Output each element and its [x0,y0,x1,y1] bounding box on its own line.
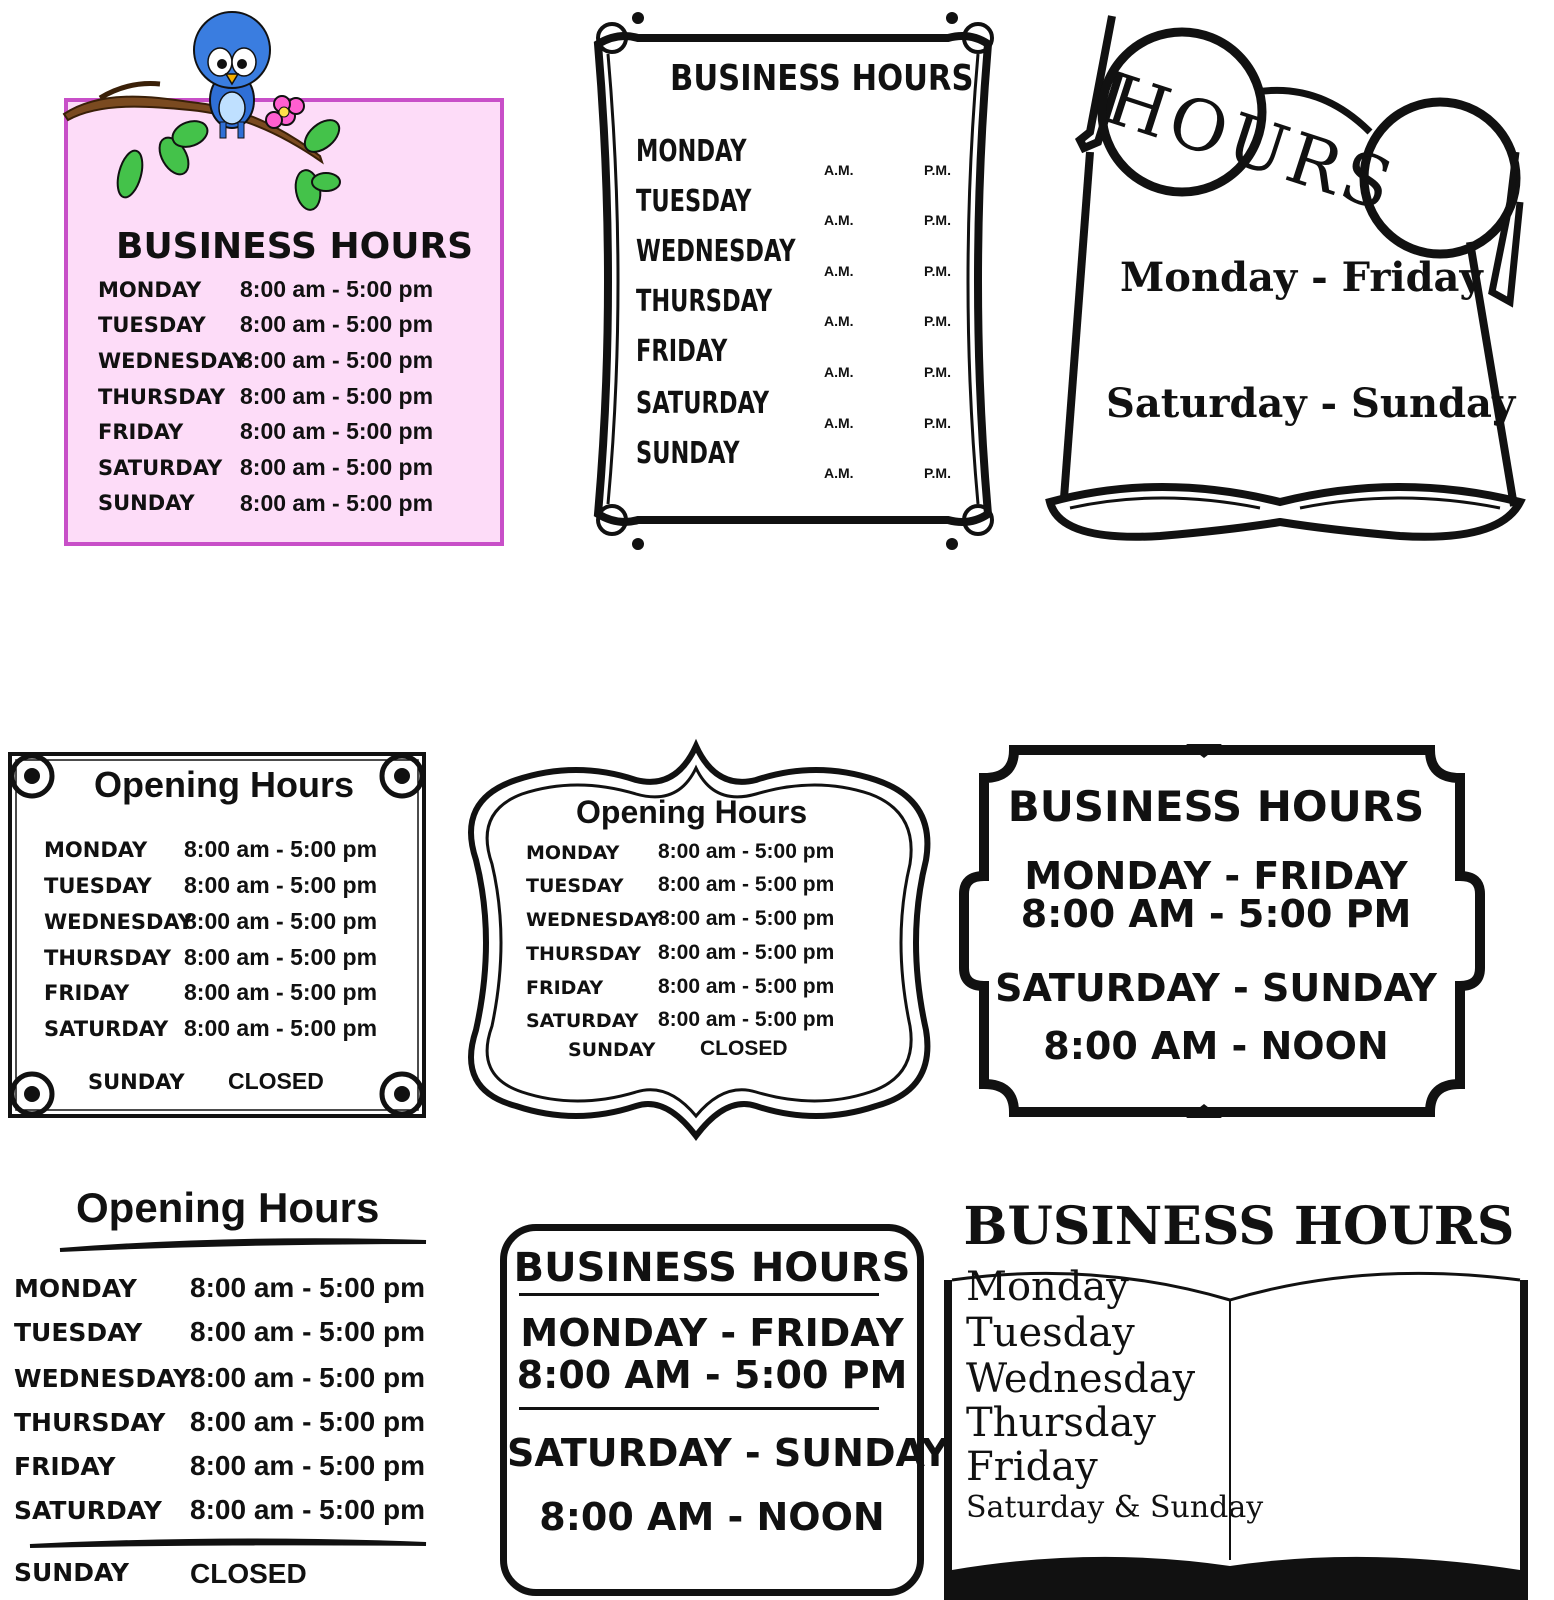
sign-title: Opening Hours [94,764,354,805]
am-label: A.M. [824,364,854,380]
pm-label: P.M. [924,313,951,329]
time-label: 8:00 am - 5:00 pm [658,941,835,964]
day-label: WEDNESDAY [98,349,247,373]
swoosh-divider [30,1534,430,1554]
day-label: THURSDAY [526,943,642,965]
time-label: 8:00 am - 5:00 pm [658,873,835,896]
time-label: 8:00 am - 5:00 pm [240,418,434,444]
weekday-label: Monday - Friday [1120,254,1483,301]
day-label: MONDAY [636,134,747,169]
day-label: MONDAY [44,838,148,862]
day-label: Wednesday [966,1356,1196,1402]
time-label: 8:00 am - 5:00 pm [190,1362,425,1393]
day-label: TUESDAY [44,874,152,898]
day-label: MONDAY [14,1274,137,1303]
am-label: A.M. [824,162,854,178]
day-label: SATURDAY [526,1010,639,1032]
divider [519,1407,879,1410]
day-label: WEDNESDAY [14,1364,192,1393]
time-label: 8:00 am - 5:00 pm [240,490,434,516]
time-label: 8:00 am - 5:00 pm [190,1316,425,1347]
divider [519,1293,879,1296]
pm-label: P.M. [924,212,951,228]
day-label: SATURDAY [636,386,770,421]
time-label: 8:00 am - 5:00 pm [190,1406,425,1437]
day-label: FRIDAY [526,977,604,999]
sign-title: BUSINESS HOURS [1007,782,1425,831]
time-label: 8:00 am - 5:00 pm [240,276,434,302]
day-label: THURSDAY [98,385,226,409]
time-label: 8:00 am - 5:00 pm [658,1008,835,1031]
day-label: FRIDAY [14,1452,116,1481]
pm-label: P.M. [924,162,951,178]
weekday-time: 8:00 AM - 5:00 PM [1020,892,1412,936]
time-label: 8:00 am - 5:00 pm [184,1015,378,1041]
am-label: A.M. [824,313,854,329]
day-label: SUNDAY [14,1558,130,1587]
sign-title: Opening Hours [76,1184,380,1231]
sign-title: HOURS [1096,58,1406,229]
day-label: SUNDAY [568,1039,656,1061]
hours-sign-glasses [1052,8,1532,558]
weekday-label: MONDAY - FRIDAY [520,1311,904,1355]
business-hours-sign-rounded [500,1224,949,1596]
day-label: TUESDAY [98,313,206,337]
time-label: 8:00 am - 5:00 pm [184,944,378,970]
time-label: 8:00 am - 5:00 pm [240,454,434,480]
time-label: 8:00 am - 5:00 pm [184,836,378,862]
day-label: FRIDAY [44,981,130,1005]
day-label: THURSDAY [636,284,773,319]
day-label: MONDAY [526,842,620,864]
day-label: FRIDAY [98,420,184,444]
time-label: 8:00 am - 5:00 pm [190,1272,425,1303]
bird-on-branch-illustration [60,6,360,216]
time-label: 8:00 am - 5:00 pm [240,347,434,373]
day-label: WEDNESDAY [636,234,796,269]
opening-hours-sign-ornate [6,764,436,1134]
swoosh-divider [60,1234,430,1254]
weekend-label: Saturday - Sunday [1106,380,1516,427]
day-label: SATURDAY [44,1017,169,1041]
sign-title: BUSINESS HOURS [963,1196,1515,1257]
weekend-time: 8:00 AM - NOON [539,1495,885,1539]
day-label: TUESDAY [14,1318,143,1347]
weekday-time: 8:00 AM - 5:00 PM [516,1353,908,1397]
day-label: Monday [966,1264,1129,1310]
pm-label: P.M. [924,465,951,481]
am-label: A.M. [824,415,854,431]
time-label: 8:00 am - 5:00 pm [184,872,378,898]
business-hours-sign-bracket [966,752,1486,1132]
day-label: WEDNESDAY [44,910,193,934]
sign-title: BUSINESS HOURS [513,1245,911,1291]
day-label: FRIDAY [636,334,728,369]
time-label: 8:00 am - 5:00 pm [658,840,835,863]
am-label: A.M. [824,263,854,279]
time-label: 8:00 am - 5:00 pm [190,1450,425,1481]
day-label: Friday [966,1444,1098,1490]
day-label: SUNDAY [88,1070,185,1094]
time-label: 8:00 am - 5:00 pm [184,908,378,934]
day-label: SUNDAY [98,491,195,515]
closed-label: CLOSED [228,1068,324,1094]
weekend-time: 8:00 AM - NOON [1043,1024,1389,1068]
day-label: TUESDAY [526,875,624,897]
sign-title: Opening Hours [576,794,808,830]
business-hours-sign-book [944,1196,1544,1600]
time-label: 8:00 am - 5:00 pm [184,979,378,1005]
day-label: WEDNESDAY [526,909,661,931]
opening-hours-sign-plain [10,1184,470,1600]
weekend-label: SATURDAY - SUNDAY [507,1431,949,1475]
pm-label: P.M. [924,263,951,279]
weekday-label: MONDAY - FRIDAY [1024,854,1408,898]
pm-label: P.M. [924,415,951,431]
time-label: 8:00 am - 5:00 pm [658,975,835,998]
day-label: MONDAY [98,278,202,302]
pm-label: P.M. [924,364,951,380]
day-label: THURSDAY [14,1408,166,1437]
opening-hours-sign-wavy [462,752,952,1142]
time-label: 8:00 am - 5:00 pm [658,907,835,930]
day-label: Saturday & Sunday [966,1490,1264,1525]
time-label: 8:00 am - 5:00 pm [190,1494,425,1525]
day-label: Thursday [966,1400,1156,1446]
day-label: Tuesday [966,1310,1135,1356]
day-label: TUESDAY [636,184,752,219]
am-label: A.M. [824,212,854,228]
day-label: SUNDAY [636,436,740,471]
sign-title: BUSINESS HOURS [116,226,474,267]
sign-title: BUSINESS HOURS [670,58,974,99]
closed-label: CLOSED [700,1037,788,1060]
business-hours-sign-am-pm [584,14,1008,560]
weekend-label: SATURDAY - SUNDAY [995,966,1437,1010]
day-label: SATURDAY [98,456,223,480]
time-label: 8:00 am - 5:00 pm [240,383,434,409]
am-label: A.M. [824,465,854,481]
closed-label: CLOSED [190,1558,307,1589]
day-label: THURSDAY [44,946,172,970]
day-label: SATURDAY [14,1496,162,1525]
time-label: 8:00 am - 5:00 pm [240,311,434,337]
